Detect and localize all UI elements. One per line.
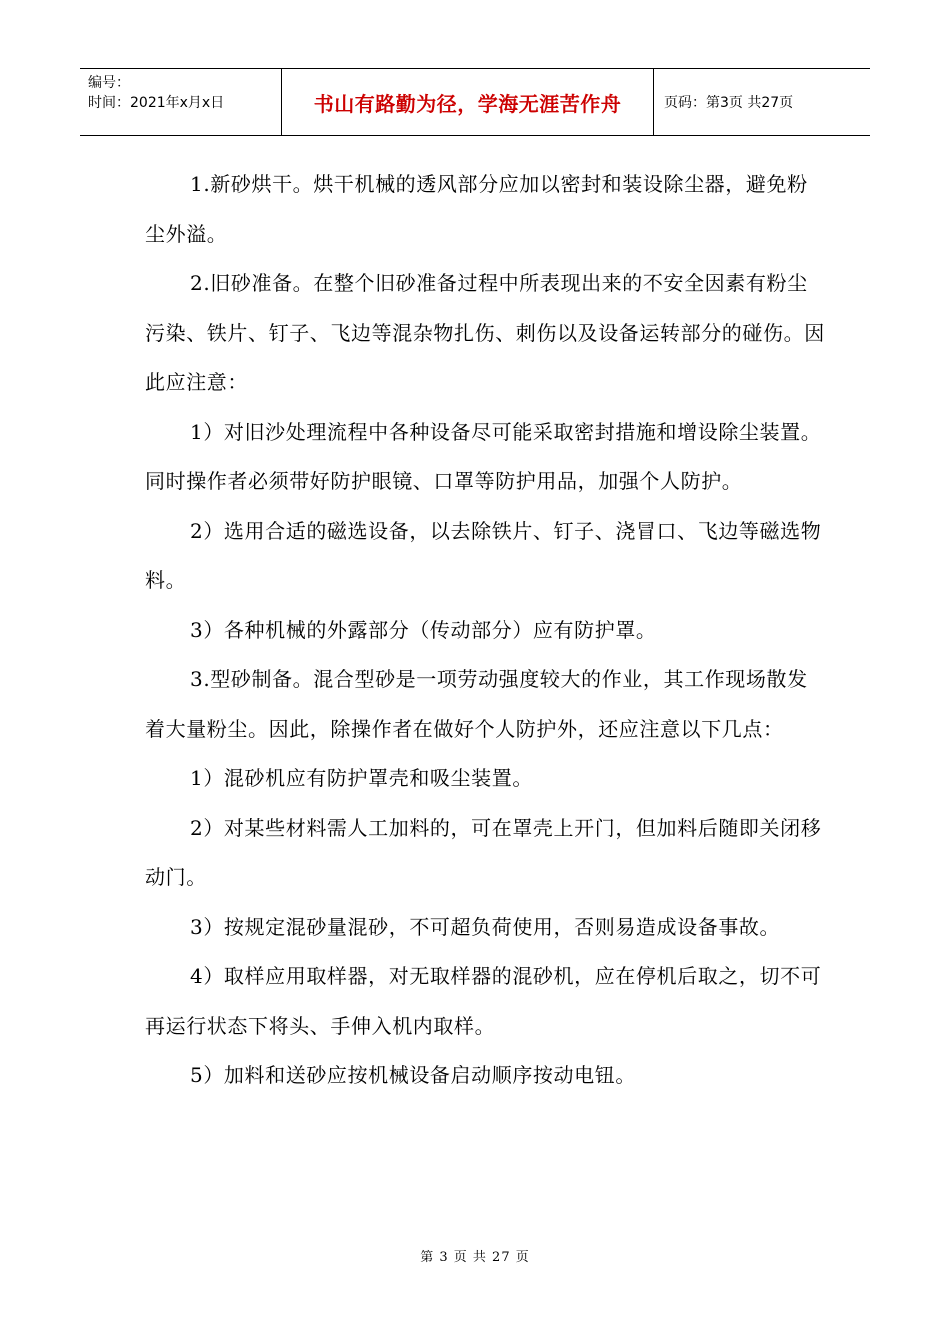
footer-page-number: 第 3 页 共 27 页 (420, 1250, 530, 1265)
document-body (145, 160, 825, 1101)
paragraph: 4）取样应用取样器，对无取样器的混砂机，应在停机后取之，切不可再运行状态下将头、手伸入机内取样。 (145, 964, 822, 1038)
header-meta-cell (80, 69, 282, 135)
document-header (80, 68, 870, 136)
paragraph: 5）加料和送砂应按机械设备启动顺序按动电钮。 (190, 1063, 636, 1087)
paragraph: 1.新砂烘干。烘干机械的透风部分应加以密封和装设除尘器，避免粉尘外溢。 (145, 172, 808, 246)
paragraph: 3.型砂制备。混合型砂是一项劳动强度较大的作业，其工作现场散发着大量粉尘。因此，除操作者在做好个人防护外，还应注意以下几点： (145, 667, 808, 741)
header-page-code: 页码：第3页 共27页 (664, 95, 794, 111)
page-footer (0, 1246, 950, 1265)
paragraph: 1）混砂机应有防护罩壳和吸尘装置。 (190, 766, 533, 790)
paragraph: 2）对某些材料需人工加料的，可在罩壳上开门，但加料后随即关闭移动门。 (145, 815, 822, 889)
document-number-label: 编号： (88, 75, 130, 91)
paragraph: 3）各种机械的外露部分（传动部分）应有防护罩。 (190, 617, 657, 642)
paragraph: 2.旧砂准备。在整个旧砂准备过程中所表现出来的不安全因素有粉尘污染、铁片、钉子、飞边等混杂物扎伤、刺伤以及设备运转部分的碰伤。因此应注意： (145, 271, 825, 394)
header-motto: 书山有路勤为径，学海无涯苦作舟 (313, 91, 622, 116)
header-page-cell (654, 69, 870, 135)
header-motto-cell (282, 69, 654, 135)
document-date: 时间：2021年x月x日 (88, 95, 225, 111)
paragraph: 1）对旧沙处理流程中各种设备尽可能采取密封措施和增设除尘装置。同时操作者必须带好防护眼镜、口罩等防护用品，加强个人防护。 (145, 419, 822, 493)
paragraph: 2）选用合适的磁选设备，以去除铁片、钉子、浇冒口、飞边等磁选物料。 (145, 518, 822, 592)
paragraph: 3）按规定混砂量混砂，不可超负荷使用，否则易造成设备事故。 (190, 914, 781, 939)
